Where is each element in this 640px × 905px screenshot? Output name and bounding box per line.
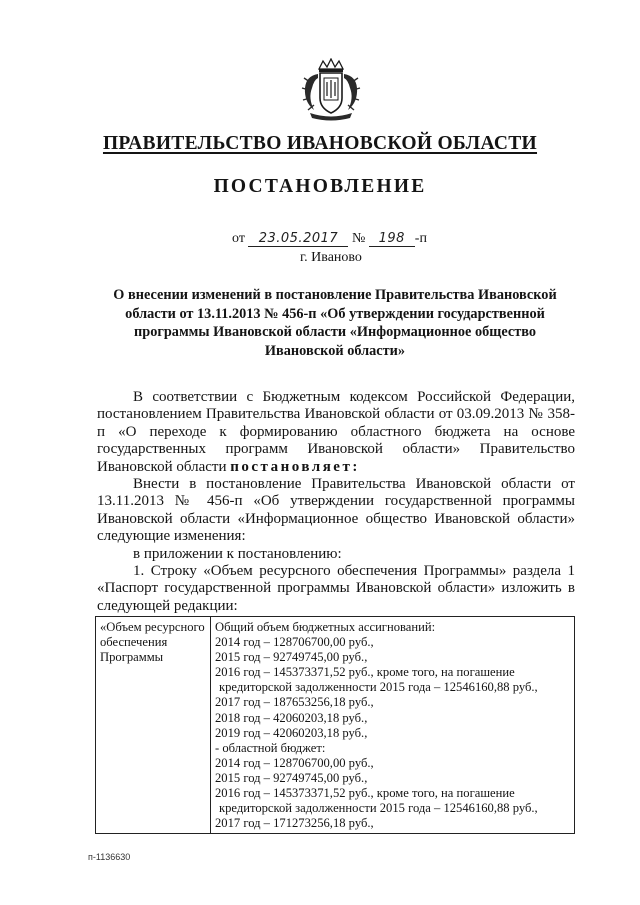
date-prefix: от — [232, 231, 245, 246]
coat-of-arms-icon — [300, 58, 362, 122]
table-entry: 2014 год – 128706700,00 руб., — [215, 755, 374, 770]
table-entry: 2016 год – 145373371,52 руб., кроме того, на погашение — [215, 786, 515, 801]
paragraph-preamble: В соответствии с Бюджетным кодексом Российской Федерации, постановлением Правительства Ивановской области от 03.09.2013 № 358-п «О переходе к формированию областного бюджета на основе государственных программ Ивановской области» Правительство Ивановской области постановляет: — [97, 389, 575, 475]
table-entry: 2015 год – 92749745,00 руб., — [215, 650, 368, 665]
table-cell-label: «Объем ресурсного обеспечения Программы — [96, 617, 211, 834]
number-sign: № — [351, 231, 366, 246]
table-cell-values — [211, 617, 575, 834]
resource-table — [95, 616, 575, 834]
table-entry: 2018 год – 42060203,18 руб., — [215, 710, 368, 725]
document-type: ПОСТАНОВЛЕНИЕ — [213, 176, 427, 197]
dateline — [232, 231, 427, 247]
handwritten-number: 198 — [369, 231, 415, 247]
handwritten-date: 23.05.2017 — [248, 231, 348, 247]
body-text — [97, 389, 575, 615]
table-entry: кредиторской задолженности 2015 года – 12546160,88 руб., — [219, 680, 538, 695]
paragraph-appendix: в приложении к постановлению: — [133, 545, 342, 562]
resolves-word: постановляет: — [230, 458, 360, 475]
table-entry: - областной бюджет: — [215, 740, 326, 755]
table-entry: 2017 год – 187653256,18 руб., — [215, 695, 374, 710]
paragraph-item-1: 1. Строку «Объем ресурсного обеспечения Программы» раздела 1 «Паспорт государственной программы Ивановской области» изложить в следующей редакции: — [97, 563, 575, 614]
table-entry: 2014 год – 128706700,00 руб., — [215, 635, 374, 650]
table-entry: кредиторской задолженности 2015 года – 12546160,88 руб., — [219, 801, 538, 816]
table-entry: 2015 год – 92749745,00 руб., — [215, 770, 368, 785]
document-subject: О внесении изменений в постановление Правительства Ивановской области от 13.11.2013 № 456-п «Об утверждении государственной программы Ивановской области «Информационное общество Ивановской области» — [113, 287, 557, 359]
city: г. Иваново — [300, 250, 362, 265]
table-entry: 2017 год – 171273256,18 руб., — [215, 816, 374, 831]
paragraph-amend: Внести в постановление Правительства Ивановской области от 13.11.2013 № 456-п «Об утверждении государственной программы Ивановской области «Информационное общество Ивановской области» следующие изменения: — [97, 476, 575, 545]
table-entry: 2019 год – 42060203,18 руб., — [215, 725, 368, 740]
number-suffix: -п — [414, 231, 427, 246]
table-entry: Общий объем бюджетных ассигнований: — [215, 620, 436, 634]
footer-code: п-1136630 — [88, 852, 131, 862]
table-entry: 2016 год – 145373371,52 руб., кроме того, на погашение — [215, 665, 515, 680]
table-row — [96, 617, 575, 834]
organization-title: ПРАВИТЕЛЬСТВО ИВАНОВСКОЙ ОБЛАСТИ — [102, 133, 538, 154]
